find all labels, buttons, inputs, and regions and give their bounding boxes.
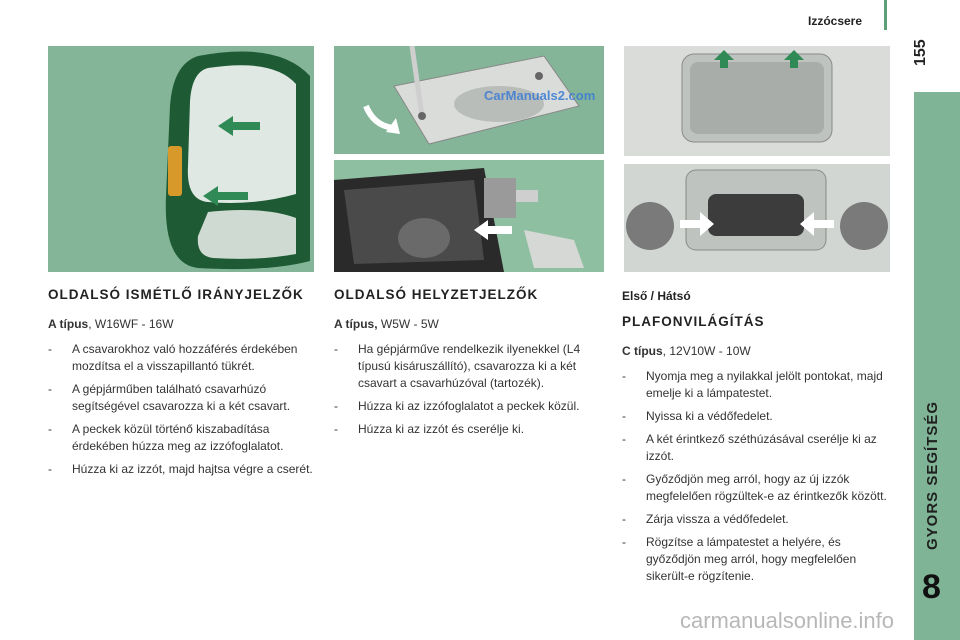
side-tab [914, 92, 960, 640]
section-subheading: Első / Hátsó [622, 289, 691, 303]
section-heading: OLDALSÓ HELYZETJELZŐK [334, 287, 539, 302]
mirror-drawing [48, 46, 314, 272]
socket-illustration [334, 160, 604, 272]
list-item: - Ha gépjárműve rendelkezik ilyenekkel (L4 típusú kisáruszállító), csavarozza ki a két csavart a csavarhúzóval (tartozék). [334, 341, 604, 392]
mirror-illustration [48, 46, 314, 272]
bulb-type-label: C típus [622, 344, 663, 358]
bulb-type-value: , 12V10W - 10W [662, 344, 751, 358]
side-tab-label: GYORS SEGÍTSÉG [924, 400, 941, 550]
bulb-type-label: A típus [48, 317, 89, 331]
bulb-type-value: W5W - 5W [377, 317, 439, 331]
list-item: - A gépjárműben található csavarhúzó segítségével csavarozza ki a két csavart. [48, 381, 318, 415]
section-heading: PLAFONVILÁGÍTÁS [622, 314, 765, 329]
bulb-type [622, 343, 892, 360]
step-list [622, 368, 892, 585]
list-item: - A csavarokhoz való hozzáférés érdekében mozdítsa el a visszapillantó tükrét. [48, 341, 318, 375]
list-item: - Nyissa ki a védőfedelet. [622, 408, 892, 425]
list-item: - A peckek közül történő kiszabadítása érdekében húzza meg az izzófoglalatot. [48, 421, 318, 455]
list-item: - A két érintkező széthúzásával cserélje ki az izzót. [622, 431, 892, 465]
ceiling-lamp-drawing [624, 46, 890, 156]
section-title: Izzócsere [808, 14, 863, 28]
ceiling-bulb-drawing [624, 164, 890, 272]
column-courtesy-lights [622, 288, 892, 591]
section-heading: OLDALSÓ ISMÉTLŐ IRÁNYJELZŐK [48, 287, 304, 302]
list-item: - Nyomja meg a nyilakkal jelölt pontokat, majd emelje ki a lámpatestet. [622, 368, 892, 402]
step-list [334, 341, 604, 438]
header-divider [884, 0, 887, 30]
socket-drawing [334, 160, 604, 272]
bulb-type-label: A típus, [334, 317, 378, 331]
page-number: 155 [912, 39, 929, 66]
list-item: - Húzza ki az izzófoglalatot a peckek közül. [334, 398, 604, 415]
list-item: - Zárja vissza a védőfedelet. [622, 511, 892, 528]
bulb-type [334, 316, 604, 333]
watermark-top: CarManuals2.com [484, 88, 596, 103]
column-side-marker-lamps [334, 288, 604, 444]
bulb-type-value: , W16WF - 16W [88, 317, 174, 331]
ceiling-bulb-illustration [624, 164, 890, 272]
list-item: - Húzza ki az izzót, majd hajtsa végre a cserét. [48, 461, 318, 478]
bulb-type [48, 316, 318, 333]
watermark-bottom: carmanualsonline.info [680, 608, 895, 633]
ceiling-lamp-illustration [624, 46, 890, 156]
step-list [48, 341, 318, 478]
list-item: - Húzza ki az izzót és cserélje ki. [334, 421, 604, 438]
chapter-number: 8 [922, 568, 941, 606]
list-item: - Rögzítse a lámpatestet a helyére, és győződjön meg arról, hogy megfelelően sikerült-e rögzítenie. [622, 534, 892, 585]
column-side-repeaters [48, 288, 318, 484]
list-item: - Győződjön meg arról, hogy az új izzók megfelelően rögzültek-e az érintkezők között. [622, 471, 892, 505]
